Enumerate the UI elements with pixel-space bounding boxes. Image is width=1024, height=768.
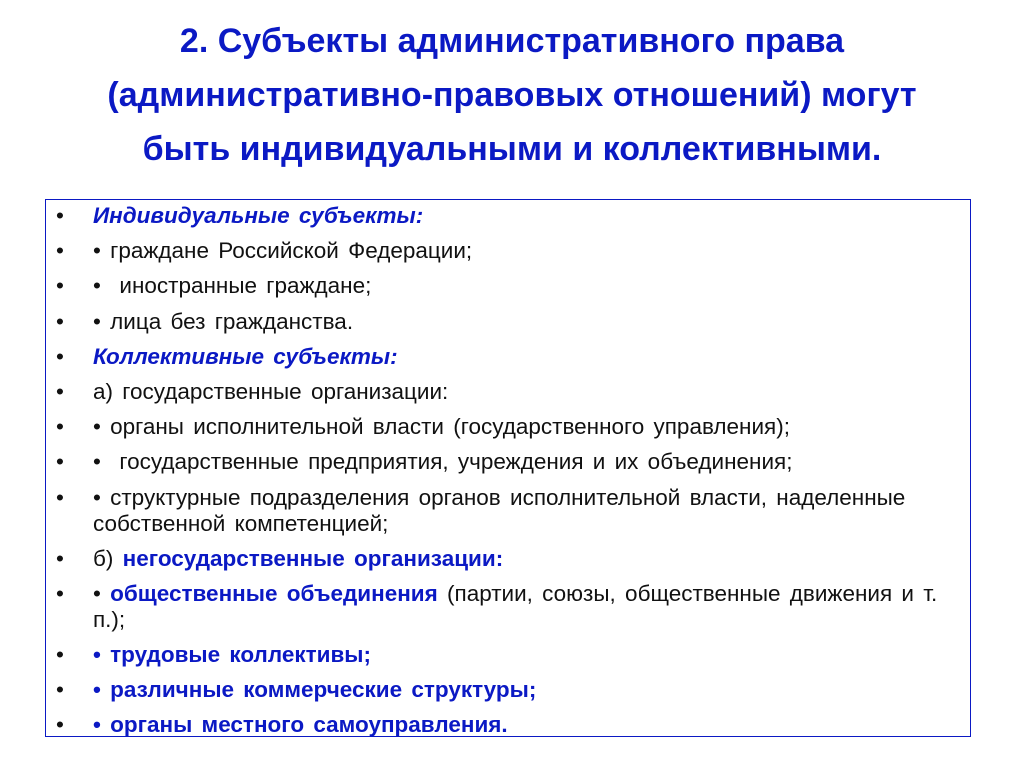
bullet-marker: • [56,273,64,299]
list-item [46,238,972,264]
list-item [46,581,972,633]
list-item [46,309,972,335]
list-item-prefix: • [93,580,111,606]
bullet-list [46,203,972,748]
bullet-marker: • [56,414,64,440]
list-item [46,414,972,440]
title-line-2: (административно-правовых отношений) могут [107,76,917,114]
list-item-text: • органы исполнительной власти (государственного управления); [93,414,790,440]
title-line-1: 2. Субъекты административного права [179,22,845,60]
list-item [46,449,972,475]
public-associations-text: общественные объединения [110,580,438,606]
bullet-marker: • [56,712,64,738]
list-item-text: • структурные подразделения органов исполнительной власти, наделенные собственной компетенцией; [93,484,906,536]
bullet-marker: • [56,378,64,404]
list-item-text: • органы местного самоуправления. [93,712,508,738]
bullet-marker: • [56,484,64,510]
list-item [46,485,972,537]
collective-subjects-heading: Коллективные субъекты: [93,343,398,369]
list-item-text: • граждане Российской Федерации; [93,238,473,264]
non-state-organizations-heading: негосударственные организации: [122,545,504,571]
list-item-collective-header [46,344,972,370]
list-item-text: а) государственные организации: [93,378,449,404]
bullet-marker: • [56,343,64,369]
bullet-marker: • [56,203,64,228]
list-item-prefix: б) [93,545,123,571]
list-item-text: • государственные предприятия, учреждения и их объединения; [93,449,793,475]
slide-title [0,14,1024,176]
bullet-marker: • [56,677,64,703]
bullet-marker: • [56,545,64,571]
bullet-marker: • [56,642,64,668]
list-item [46,273,972,299]
title-line-3: быть индивидуальными и коллективными. [142,130,882,168]
list-item [46,712,972,738]
bullet-marker: • [56,449,64,475]
list-item [46,677,972,703]
individual-subjects-heading: Индивидуальные субъекты: [93,203,424,228]
list-item-text: • лица без гражданства. [93,308,354,334]
list-item-text: • иностранные граждане; [93,273,372,299]
list-item-text: • трудовые коллективы; [93,642,371,668]
list-item [46,642,972,668]
list-item-suffix: (партии, союзы, общественные движения и т. п.); [93,580,938,632]
bullet-marker: • [56,308,64,334]
list-item-text: • различные коммерческие структуры; [93,677,537,703]
bullet-marker: • [56,580,64,606]
bullet-marker: • [56,238,64,264]
list-item-individual-header [46,203,972,229]
list-item [46,379,972,405]
list-item [46,546,972,572]
content-box [45,199,971,737]
